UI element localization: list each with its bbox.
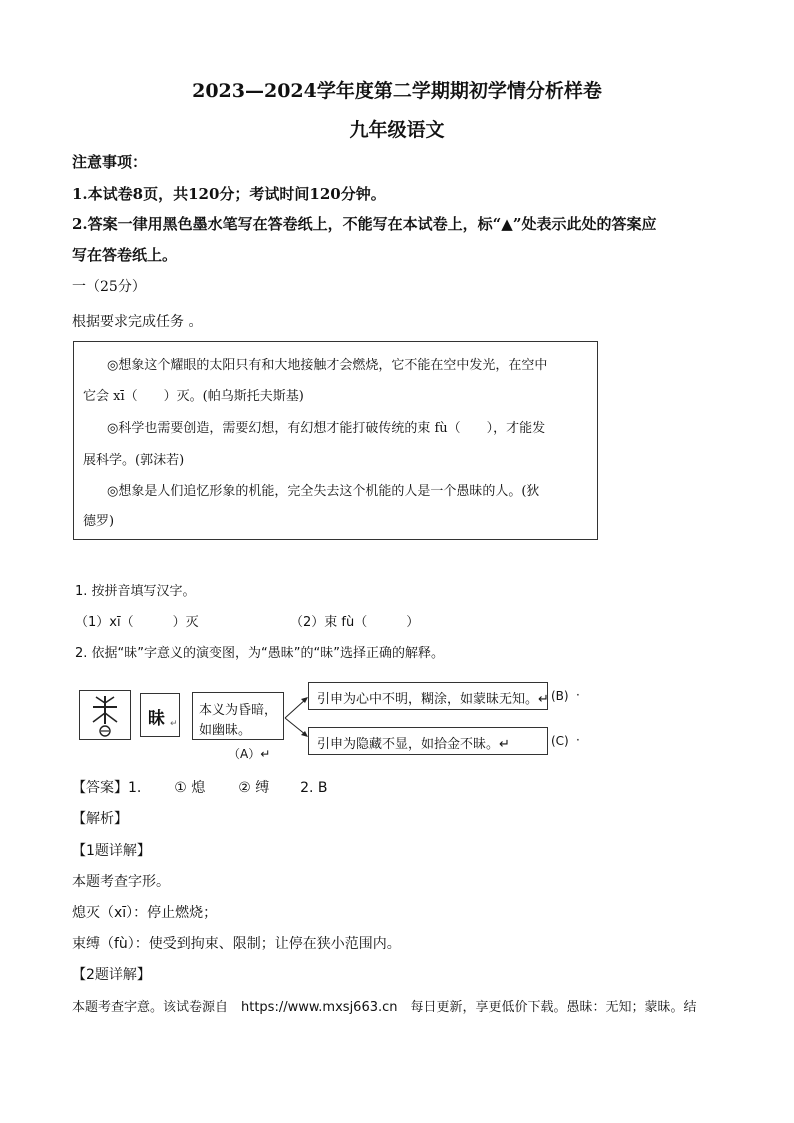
branch-arrows — [284, 692, 310, 744]
page-title: 2023—2024学年度第二学期期初学情分析样卷 — [192, 80, 602, 102]
question-1-blank-1: （1）xī（ ）灭 — [75, 615, 199, 630]
diagram-character: 昧 — [148, 709, 165, 729]
page-subtitle: 九年级语文 — [349, 119, 445, 141]
notice-item-2-line-2: 写在答卷纸上。 — [72, 246, 178, 264]
answer-1: 熄 — [191, 780, 206, 796]
quote-box — [73, 341, 598, 540]
meaning-c-text: 引申为隐藏不显，如拾金不昧。↵ — [317, 737, 510, 752]
label-b: (B) — [551, 689, 569, 703]
label-a: （A）↵ — [228, 747, 271, 761]
quote-1-line-2: 它会 xī（ ）灭。(帕乌斯托夫斯基) — [83, 389, 304, 404]
ancient-character-image — [79, 690, 131, 740]
answer-circle-2: ② — [238, 780, 251, 796]
notice-item-2-line-1: 2.答案一律用黑色墨水笔写在答卷纸上，不能写在本试卷上，标“▲”处表示此处的答案应 — [72, 215, 657, 233]
answer-label: 【答案】 — [72, 780, 128, 796]
ancient-glyph-icon — [80, 691, 130, 739]
question-1-blank-2: （2）束 fù（ ） — [290, 615, 420, 630]
meaning-box-c — [308, 727, 548, 755]
label-c: (C) — [551, 734, 569, 748]
analysis-q1-line-1: 本题考查字形。 — [72, 874, 170, 890]
meaning-a-line-2: 如幽昧。 — [199, 723, 252, 738]
analysis-q2-heading: 【2题详解】 — [72, 967, 151, 983]
analysis-q2-line-1: 本题考查字意。该试卷源自 https://www.mxsj663.cn 每日更新，享更低价下载。愚昧：无知；蒙昧。结 — [72, 1000, 697, 1015]
meaning-a-line-1: 本义为昏暗， — [199, 703, 278, 718]
analysis-q1-heading: 【1题详解】 — [72, 843, 151, 859]
answer-circle-1: ① — [174, 780, 187, 796]
quote-1-line-1: ◎想象这个耀眼的太阳只有和大地接触才会燃烧，它不能在空中发光，在空中 — [107, 358, 548, 373]
quote-3-line-1: ◎想象是人们追忆形象的机能，完全失去这个机能的人是一个愚昧的人。(狄 — [107, 484, 540, 499]
question-1-text: 1. 按拼音填写汉字。 — [75, 584, 196, 599]
answer-q1-number: 1. — [128, 780, 142, 796]
analysis-label: 【解析】 — [72, 811, 128, 827]
analysis-q1-line-3: 束缚（fù）：使受到拘束、限制；让停在狭小范围内。 — [72, 936, 401, 952]
quote-2-line-2: 展科学。(郭沫若) — [83, 453, 185, 468]
diagram-return-mark: ↵ — [170, 719, 178, 729]
quote-3-line-2: 德罗) — [83, 514, 115, 529]
meaning-box-b — [308, 682, 548, 710]
label-b-tail: · — [576, 688, 580, 702]
label-c-tail: · — [576, 733, 580, 747]
question-2-text: 2. 依据“昧”字意义的演变图，为“愚昧”的“昧”选择正确的解释。 — [75, 646, 444, 661]
notice-item-1: 1.本试卷8页，共120分；考试时间120分钟。 — [72, 185, 386, 203]
meaning-box-a — [192, 692, 284, 740]
character-box — [140, 693, 180, 737]
section-instruction: 根据要求完成任务 。 — [72, 314, 203, 330]
section-heading: 一（25分） — [72, 279, 146, 295]
meaning-b-text: 引申为心中不明，糊涂，如蒙昧无知。↵ — [317, 692, 549, 707]
analysis-q1-line-2: 熄灭（xī）：停止燃烧； — [72, 905, 218, 921]
quote-2-line-1: ◎科学也需要创造，需要幻想，有幻想才能打破传统的束 fù（ ），才能发 — [107, 421, 546, 436]
answer-q2: 2. B — [300, 780, 328, 796]
answer-2: 缚 — [255, 780, 270, 796]
answer-row — [72, 777, 328, 797]
notice-heading: 注意事项： — [72, 153, 148, 171]
